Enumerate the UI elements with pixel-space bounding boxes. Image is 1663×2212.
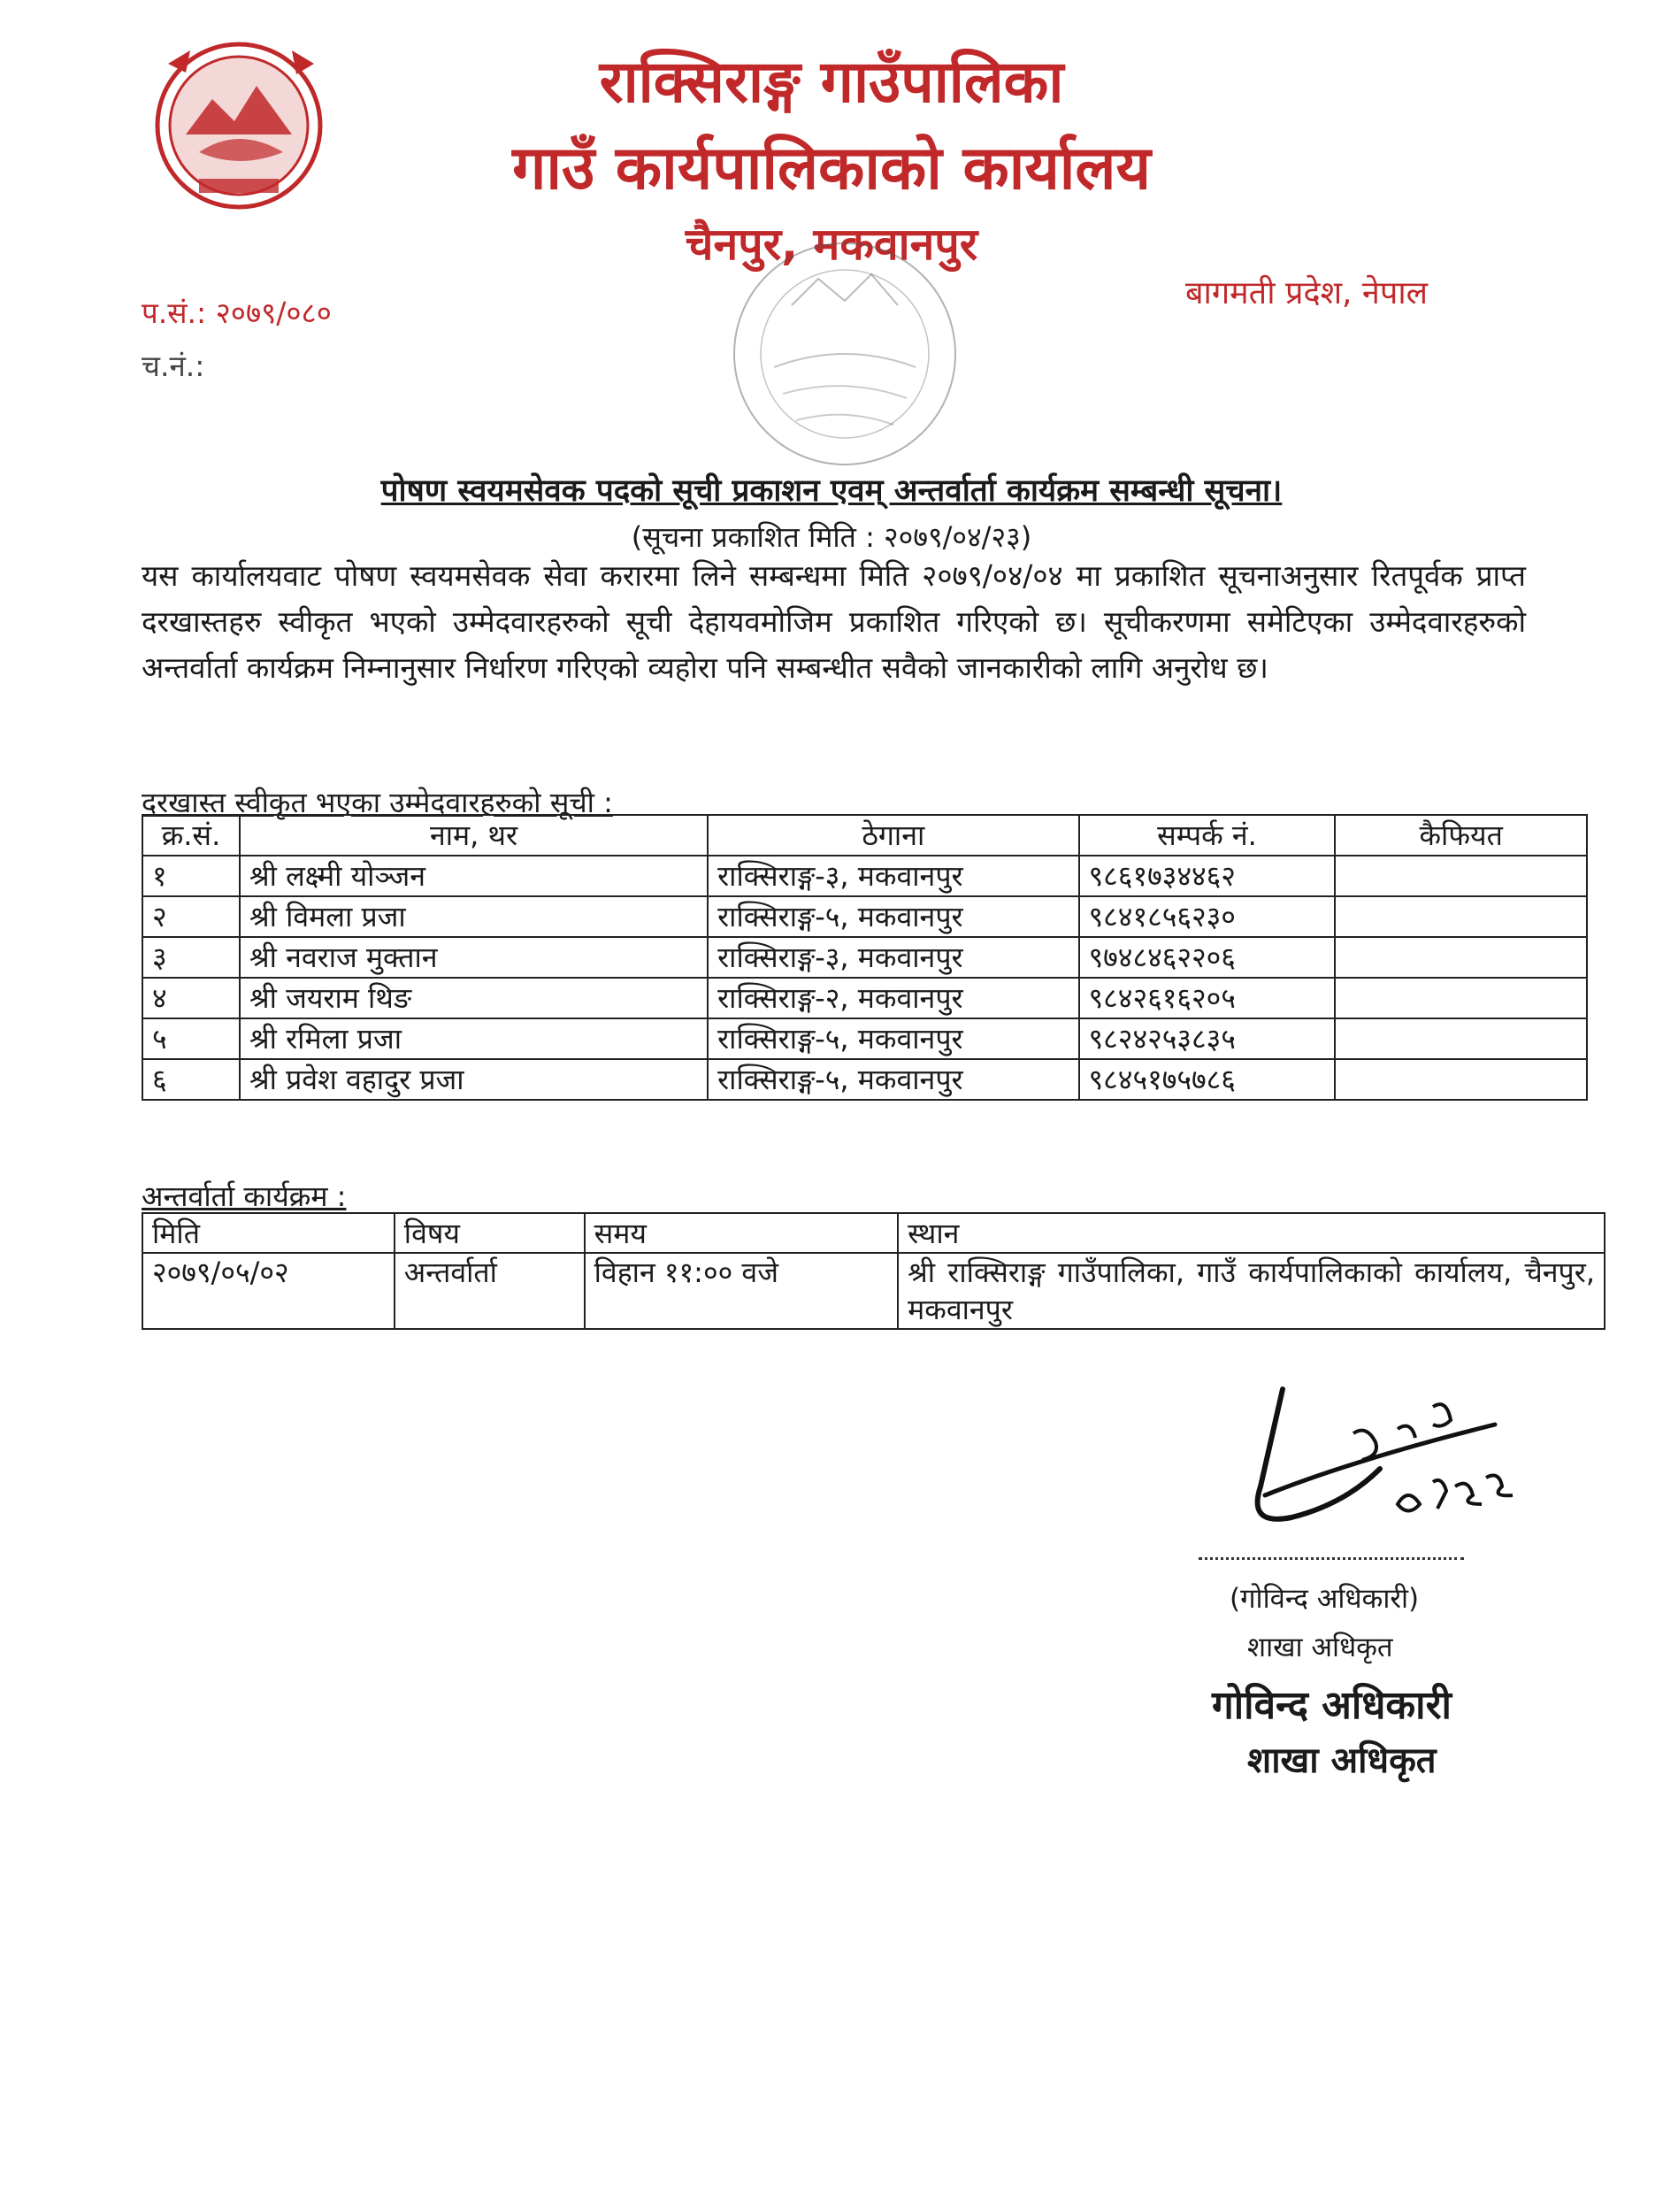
name-cell: श्री नवराज मुक्तान bbox=[240, 937, 708, 978]
serial-cell: ५ bbox=[142, 1018, 240, 1059]
office-location: चैनपुर, मकवानपुर bbox=[685, 219, 978, 270]
name-cell: श्री प्रवेश वहादुर प्रजा bbox=[240, 1059, 708, 1100]
column-header: स्थान bbox=[898, 1213, 1605, 1253]
table-row bbox=[142, 1253, 1605, 1329]
table-row bbox=[142, 896, 1587, 937]
contact-cell: ९८४१८५६२३० bbox=[1079, 896, 1336, 937]
remark-cell bbox=[1335, 1018, 1587, 1059]
candidates-heading: दरखास्त स्वीकृत भएका उम्मेदवारहरुको सूची : bbox=[142, 786, 613, 819]
notice-body: यस कार्यालयवाट पोषण स्वयमसेवक सेवा करारमा लिने सम्बन्धमा मिति २०७९/०४/०४ मा प्रकाशित सूचनाअनुसार रितपूर्वक प्राप्त दरखास्तहरु स्वीकृत भएको उम्मेदवारहरुको सूची देहायवमोजिम प्रकाशित गरिएको छ। सूचीकरणमा समेटिएका उम्मेदवारहरुको अन्तर्वार्ता कार्यक्रम निम्नानुसार निर्धारण गरिएको व्यहोरा पनि सम्बन्धीत सवैको जानकारीको लागि अनुरोध छ। bbox=[142, 558, 1526, 685]
remark-cell bbox=[1335, 978, 1587, 1018]
contact-cell: ९८६१७३४४६२ bbox=[1079, 856, 1336, 896]
interview-heading: अन्तर्वार्ता कार्यक्रम : bbox=[142, 1179, 347, 1213]
dispatch-number: च.नं.: bbox=[142, 349, 205, 383]
contact-cell: ९८४५१७५७८६ bbox=[1079, 1059, 1336, 1100]
address-cell: राक्सिराङ्ग-२, मकवानपुर bbox=[708, 978, 1078, 1018]
serial-cell: ६ bbox=[142, 1059, 240, 1100]
office-name-line2: गाउँ कार्यपालिकाको कार्यालय bbox=[512, 134, 1151, 204]
serial-cell: २ bbox=[142, 896, 240, 937]
signatory-name: (गोविन्द अधिकारी) bbox=[1230, 1583, 1420, 1615]
interview-time-cell: विहान ११:०० वजे bbox=[585, 1253, 899, 1329]
column-header: ठेगाना bbox=[708, 815, 1078, 856]
address-cell: राक्सिराङ्ग-३, मकवानपुर bbox=[708, 856, 1078, 896]
name-cell: श्री लक्ष्मी योञ्जन bbox=[240, 856, 708, 896]
reference-number: प.सं.: २०७९/०८० bbox=[142, 296, 332, 330]
candidates-table bbox=[142, 814, 1588, 1101]
interview-date-cell: २०७९/०५/०२ bbox=[142, 1253, 395, 1329]
remark-cell bbox=[1335, 1059, 1587, 1100]
column-header: विषय bbox=[395, 1213, 585, 1253]
address-cell: राक्सिराङ्ग-५, मकवानपुर bbox=[708, 1059, 1078, 1100]
interview-subject-cell: अन्तर्वार्ता bbox=[395, 1253, 585, 1329]
handwritten-signature-icon bbox=[1176, 1371, 1548, 1557]
name-stamp: गोविन्द अधिकारी bbox=[1212, 1683, 1452, 1728]
column-header: सम्पर्क नं. bbox=[1079, 815, 1336, 856]
contact-cell: ९७४८४६२२०६ bbox=[1079, 937, 1336, 978]
table-header-row bbox=[142, 815, 1587, 856]
name-cell: श्री रमिला प्रजा bbox=[240, 1018, 708, 1059]
publish-date: (सूचना प्रकाशित मिति : २०७९/०४/२३) bbox=[631, 520, 1032, 554]
column-header: मिति bbox=[142, 1213, 395, 1253]
address-cell: राक्सिराङ्ग-३, मकवानपुर bbox=[708, 937, 1078, 978]
province-text: बागमती प्रदेश, नेपाल bbox=[1185, 275, 1429, 311]
signatory-post: शाखा अधिकृत bbox=[1247, 1632, 1393, 1663]
column-header: समय bbox=[585, 1213, 899, 1253]
table-row bbox=[142, 1018, 1587, 1059]
table-row bbox=[142, 978, 1587, 1018]
office-name-line1: राक्सिराङ्ग गाउँपालिका bbox=[599, 48, 1064, 116]
contact-cell: ९८२४२५३८३५ bbox=[1079, 1018, 1336, 1059]
table-header-row bbox=[142, 1213, 1605, 1253]
interview-table bbox=[142, 1212, 1606, 1330]
address-cell: राक्सिराङ्ग-५, मकवानपुर bbox=[708, 1018, 1078, 1059]
office-stamp-icon bbox=[721, 234, 969, 473]
address-cell: राक्सिराङ्ग-५, मकवानपुर bbox=[708, 896, 1078, 937]
column-header: नाम, थर bbox=[240, 815, 708, 856]
notice-subject: पोषण स्वयमसेवक पदको सूची प्रकाशन एवम् अन्तर्वार्ता कार्यक्रम सम्बन्धी सूचना। bbox=[380, 473, 1283, 509]
name-cell: श्री जयराम थिङ bbox=[240, 978, 708, 1018]
signature-line bbox=[1199, 1557, 1464, 1560]
serial-cell: ३ bbox=[142, 937, 240, 978]
column-header: कैफियत bbox=[1335, 815, 1587, 856]
contact-cell: ९८४२६१६२०५ bbox=[1079, 978, 1336, 1018]
column-header: क्र.सं. bbox=[142, 815, 240, 856]
remark-cell bbox=[1335, 896, 1587, 937]
post-stamp: शाखा अधिकृत bbox=[1247, 1740, 1437, 1781]
remark-cell bbox=[1335, 856, 1587, 896]
table-row bbox=[142, 1059, 1587, 1100]
name-cell: श्री विमला प्रजा bbox=[240, 896, 708, 937]
table-row bbox=[142, 937, 1587, 978]
table-row bbox=[142, 856, 1587, 896]
serial-cell: ४ bbox=[142, 978, 240, 1018]
remark-cell bbox=[1335, 937, 1587, 978]
serial-cell: १ bbox=[142, 856, 240, 896]
interview-place-cell: श्री राक्सिराङ्ग गाउँपालिका, गाउँ कार्यपालिकाको कार्यालय, चैनपुर, मकवानपुर bbox=[898, 1253, 1605, 1329]
